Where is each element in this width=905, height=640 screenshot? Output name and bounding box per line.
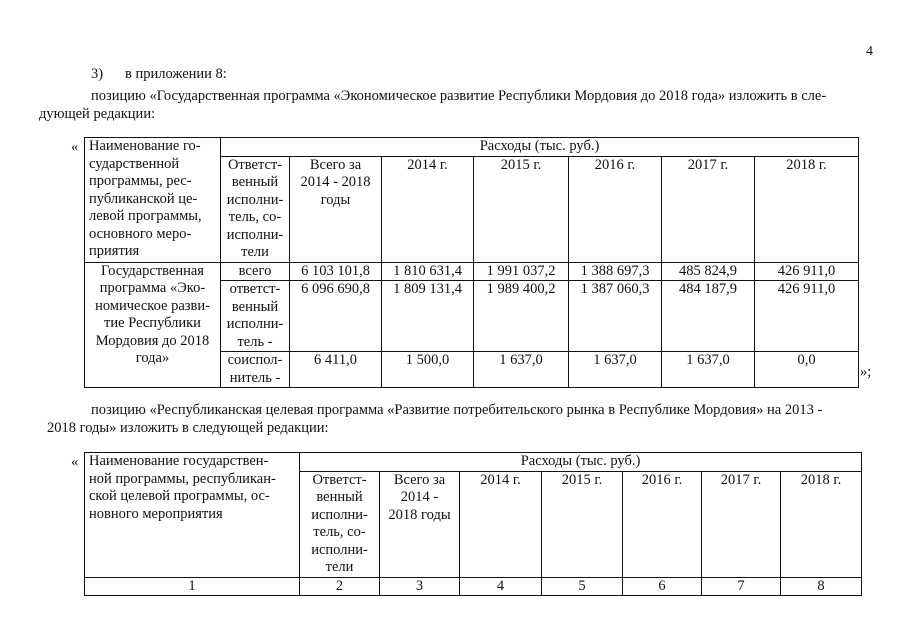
table1-value-cell: 426 911,0 (755, 262, 859, 281)
table1-program-name: Государственная программа «Эко- номическое разви- тие Республики Мордовия до 2018 года» (85, 262, 221, 388)
table1-resp-header: Ответст- венный исполни- тель, со- исполни- тели (221, 156, 290, 262)
table1-year-header: 2015 г. (474, 156, 569, 262)
quote-close-1: »; (860, 364, 872, 380)
table1-value-cell: 484 187,9 (662, 281, 755, 352)
table2-column-number: 4 (460, 577, 542, 596)
table2-column-number: 6 (623, 577, 702, 596)
paragraph1-line1: позицию «Государственная программа «Экономическое развитие Республики Мордовия до 2018 года» изложить в сле- (91, 88, 827, 104)
paragraph2-line2: 2018 годы» изложить в следующей редакции: (47, 420, 329, 436)
table2-year-header: 2014 г. (460, 471, 542, 577)
table1-value-cell: 1 809 131,4 (382, 281, 474, 352)
table1-expenses-header: Расходы (тыс. руб.) (221, 138, 859, 157)
table1-name-header: Наименование го- сударственной программы, рес- публиканской це- левой программы, основного меро- приятия (85, 138, 221, 263)
table1-role-cell: ответст- венный исполни- тель - (221, 281, 290, 352)
table1-year-header: 2014 г. (382, 156, 474, 262)
table2-year-header: 2017 г. (702, 471, 781, 577)
table2-column-number: 3 (380, 577, 460, 596)
table1-total-header: Всего за 2014 - 2018 годы (290, 156, 382, 262)
quote-open-1: « (71, 139, 79, 155)
table1-value-cell: 1 637,0 (474, 352, 569, 388)
table1-year-header: 2018 г. (755, 156, 859, 262)
table2-year-header: 2016 г. (623, 471, 702, 577)
table1-value-cell: 6 411,0 (290, 352, 382, 388)
paragraph2-line1: позицию «Республиканская целевая программа «Развитие потребительского рынка в Республике Мордовия» на 2013 - (91, 402, 823, 418)
table2-column-number: 5 (542, 577, 623, 596)
table-1 (84, 137, 859, 388)
table-2 (84, 452, 862, 596)
table1-value-cell: 1 989 400,2 (474, 281, 569, 352)
table-row (85, 262, 859, 281)
table2-name-header: Наименование государствен- ной программы, республикан- ской целевой программы, ос- новного мероприятия (85, 453, 300, 578)
table1-value-cell: 1 637,0 (569, 352, 662, 388)
quote-open-2: « (71, 454, 79, 470)
table2-year-header: 2018 г. (781, 471, 862, 577)
table1-value-cell: 1 500,0 (382, 352, 474, 388)
table-row (85, 577, 862, 596)
table1-value-cell: 1 810 631,4 (382, 262, 474, 281)
table1-year-header: 2016 г. (569, 156, 662, 262)
table2-year-header: 2015 г. (542, 471, 623, 577)
table1-value-cell: 426 911,0 (755, 281, 859, 352)
table1-value-cell: 1 388 697,3 (569, 262, 662, 281)
table1-value-cell: 485 824,9 (662, 262, 755, 281)
table2-expenses-header: Расходы (тыс. руб.) (300, 453, 862, 472)
table1-role-cell: всего (221, 262, 290, 281)
paragraph1-line2: дующей редакции: (39, 106, 156, 122)
table2-column-number: 7 (702, 577, 781, 596)
table2-column-number: 8 (781, 577, 862, 596)
table1-value-cell: 1 637,0 (662, 352, 755, 388)
table1-year-header: 2017 г. (662, 156, 755, 262)
table2-resp-header: Ответст- венный исполни- тель, со- исполни- тели (300, 471, 380, 577)
table1-value-cell: 6 096 690,8 (290, 281, 382, 352)
item-text: в приложении 8: (125, 66, 227, 82)
table1-value-cell: 6 103 101,8 (290, 262, 382, 281)
table2-total-header: Всего за 2014 - 2018 годы (380, 471, 460, 577)
table1-value-cell: 1 991 037,2 (474, 262, 569, 281)
table1-value-cell: 1 387 060,3 (569, 281, 662, 352)
table1-role-cell: соиспол- нитель - (221, 352, 290, 388)
table1-value-cell: 0,0 (755, 352, 859, 388)
table2-column-number: 2 (300, 577, 380, 596)
page-number: 4 (866, 44, 873, 59)
table2-column-number: 1 (85, 577, 300, 596)
item-number: 3) (91, 66, 104, 82)
